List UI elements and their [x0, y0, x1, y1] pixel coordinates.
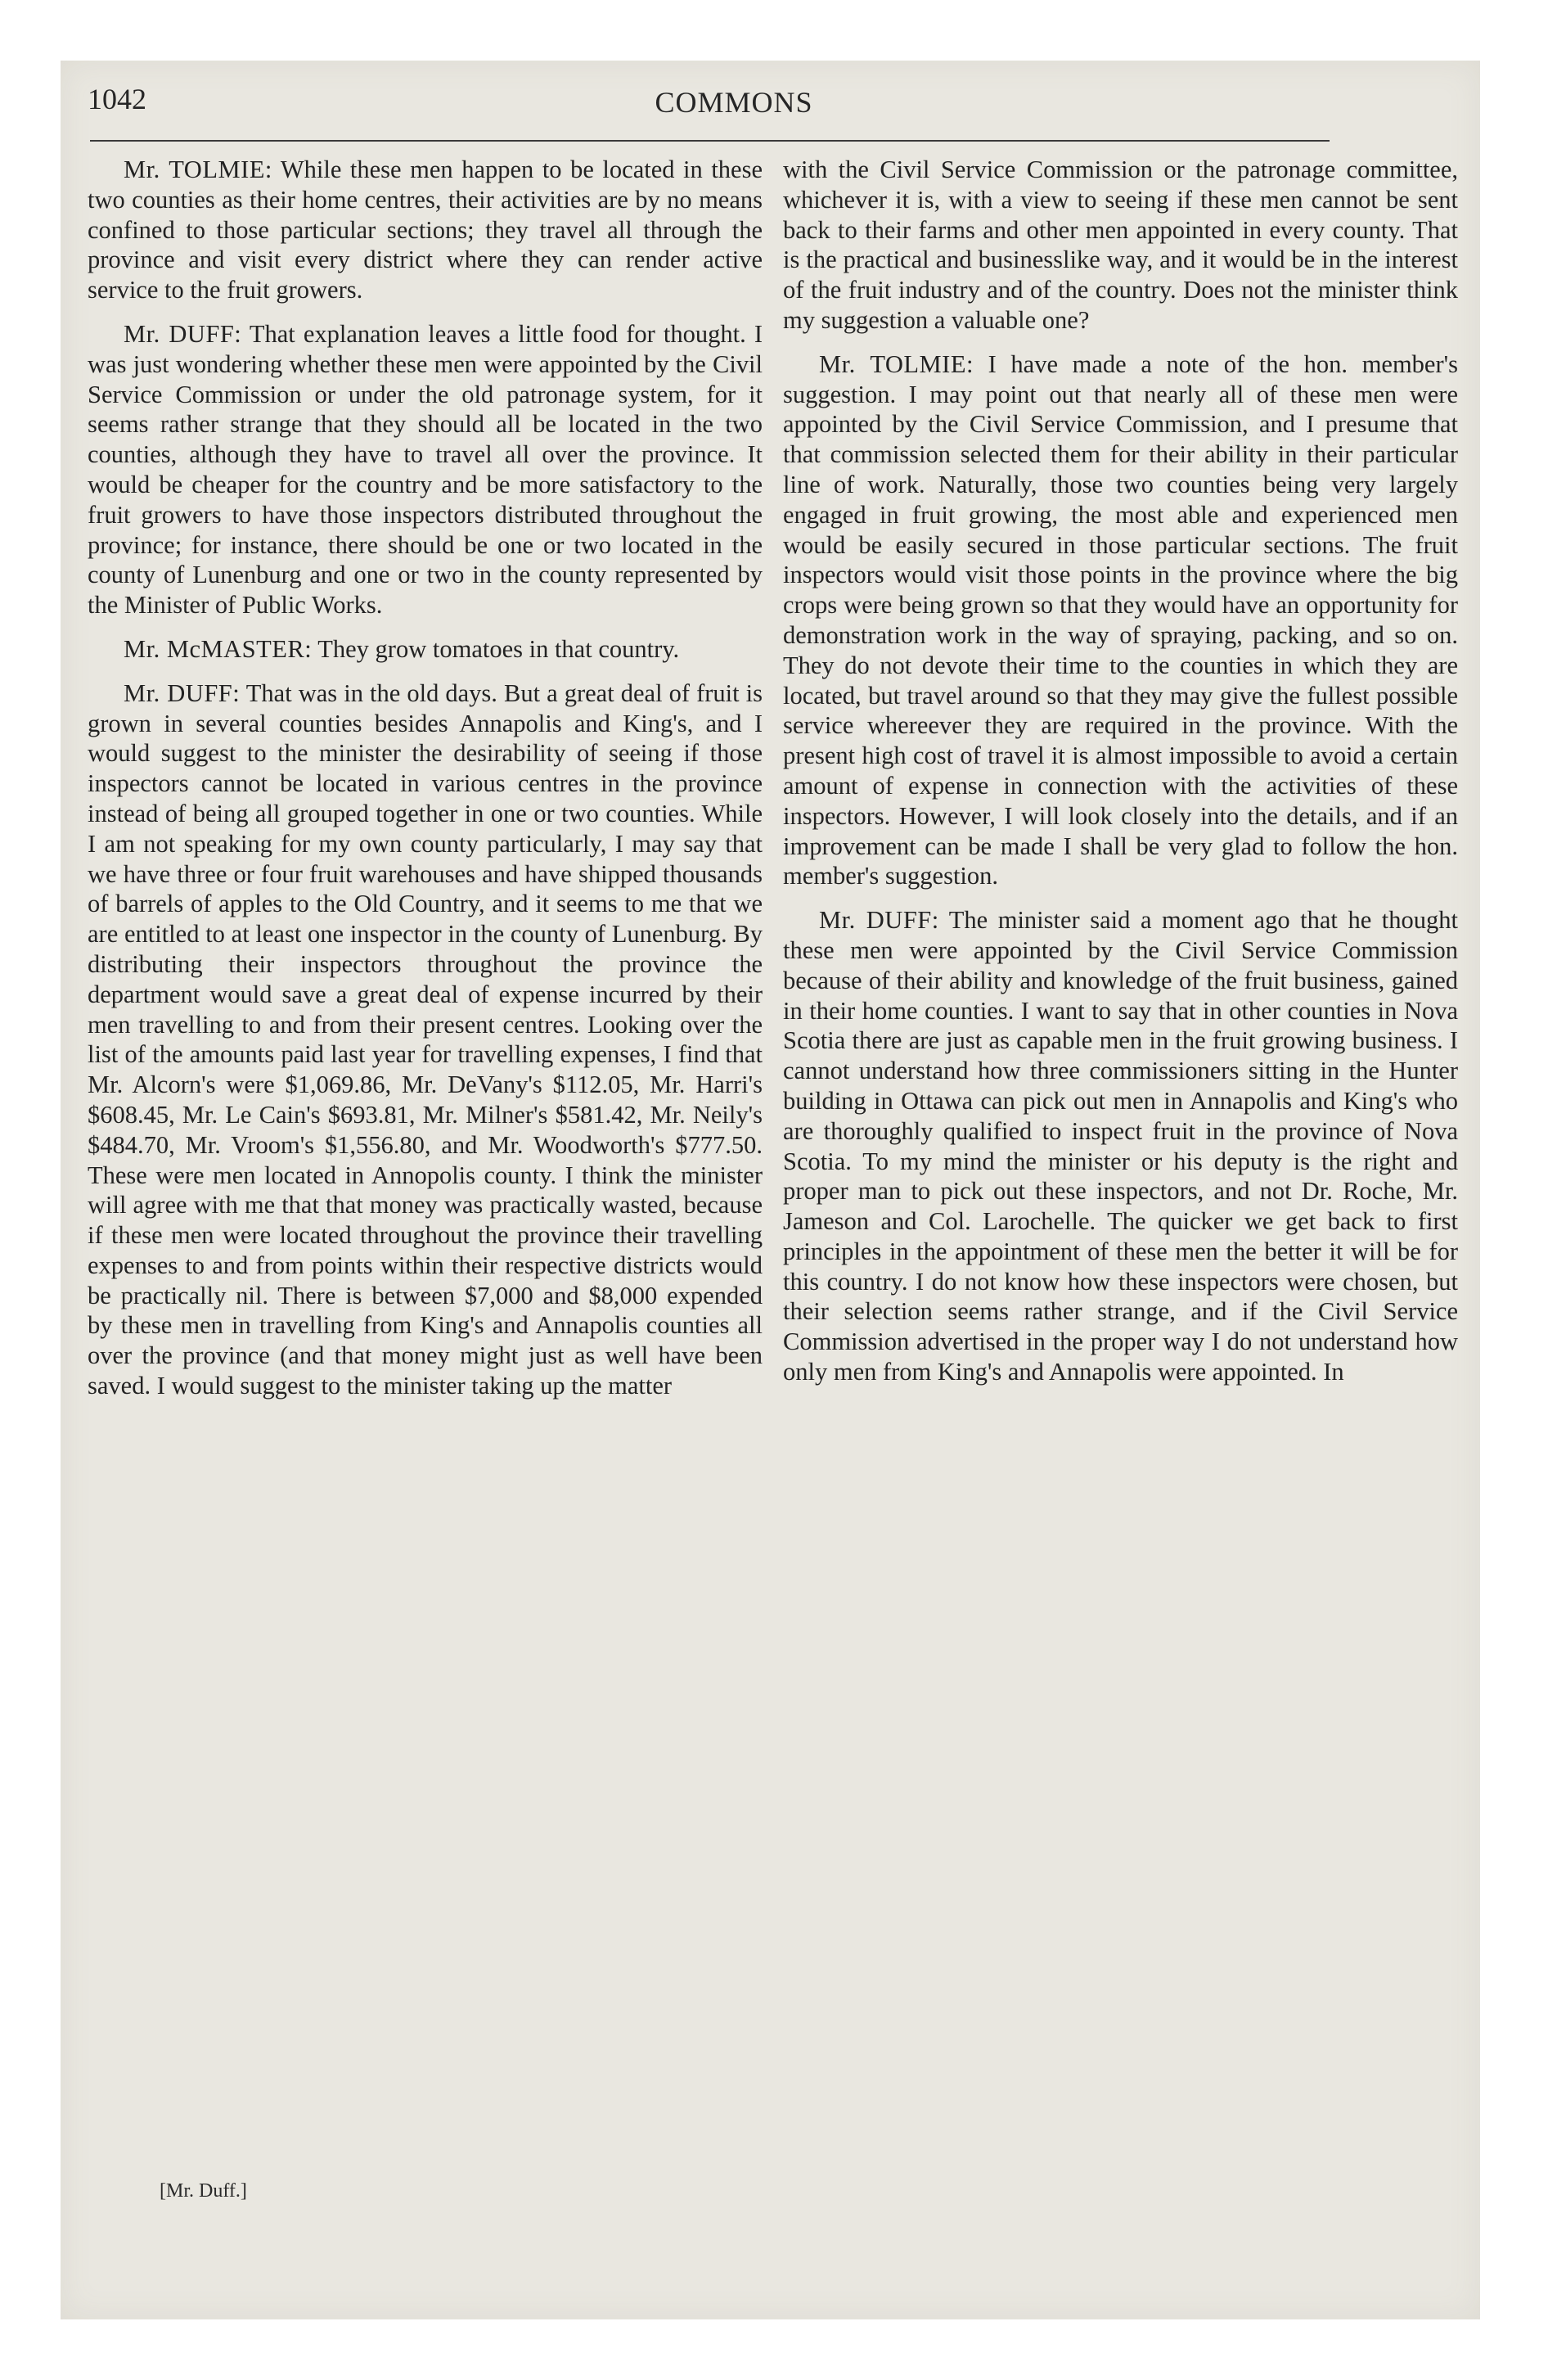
paragraph-text: That explanation leaves a little food for thought. I was just wondering whether these men were appointed by the Civil Service Commission or under the old patronage system, for it seems rather strange that they should all be located in the two counties, although they have to travel all over the province. It would be cheaper for the country and be more satisfactory to the fruit growers to have those inspectors distributed throughout the province; for instance, there should be one or two located in the county of Lunenburg and one or two in the county represented by the Minister of Public Works.: [88, 319, 763, 620]
paragraph-continuation: [783, 155, 1458, 336]
paragraph-text: While these men happen to be located in these two counties as their home centres, their activities are by no means confined to those particular sections; they travel all through the province and visit every district where they can render active service to the fruit growers.: [88, 156, 763, 304]
speaker-name: Mr. DUFF:: [819, 906, 939, 935]
paragraph-text: That was in the old days. But a great deal of fruit is grown in several counties besides Annapolis and King's, and I would suggest to the minister the desirability of seeing if those inspectors cannot be located in various centres in the province instead of being all grouped together in one or two counties. While I am not speaking for my own county particularly, I may say that we have three or four fruit warehouses and have shipped thousands of barrels of apples to the Old Country, and it seems to me that we are entitled to at least one inspector in the county of Lunenburg. By distributing their inspectors throughout the province the department would save a great deal of expense incurred by their men travelling to and from their present centres. Looking over the list of the amounts paid last year for travelling expenses, I find that Mr. Alcorn's were $1,069.86, Mr. DeVany's $112.05, Mr. Harri's $608.45, Mr. Le Cain's $693.81, Mr. Milner's $581.42, Mr. Neily's $484.70, Mr. Vroom's $1,556.80, and Mr. Woodworth's $777.50. These were men located in Annopolis county. I think the minister will agree with me that that money was practically wasted, because if these men were located throughout the province their travelling expenses to and from points within their respective districts would be practically nil. There is between $7,000 and $8,000 expended by these men in travelling from King's and Annapolis counties all over the province (and that money might just as well have been saved. I would suggest to the minister taking up the matter: [88, 678, 763, 1400]
page-number: 1042: [88, 83, 146, 115]
paragraph-text: The minister said a moment ago that he thought these men were appointed by the Civil Service Commission because of their ability and knowledge of the fruit business, gained in their home counties. I want to say that in other counties in Nova Scotia there are just as capable men in the fruit growing business. I cannot understand how three commissioners sitting in the Hunter building in Ottawa can pick out men in Annapolis and King's who are thoroughly qualified to inspect fruit in the province of Nova Scotia. To my mind the minister or his deputy is the right and proper man to pick out these inspectors, and not Dr. Roche, Mr. Jameson and Col. Larochelle. The quicker we get back to first principles in the appointment of these men the better it will be for this country. I do not know how these inspectors were chosen, but their selection seems rather strange, and if the Civil Service Commission advertised in the proper way I do not understand how only men from King's and Annapolis were appointed. In: [783, 906, 1458, 1386]
paragraph-text: I have made a note of the hon. member's suggestion. I may point out that nearly all of these men were appointed by the Civil Service Commission, and I presume that that commission selected them for their ability in their particular line of work. Naturally, those two counties being very largely engaged in fruit growing, the most able and experienced men would be easily secured in those particular sections. The fruit inspectors would visit those points in the province where the big crops were being grown so that they would have an opportunity for demonstration work in the way of spraying, packing, and so on. They do not devote their time to the counties in which they are located, but travel around so that they may give the fullest possible service whereever they are required in the province. With the present high cost of travel it is almost impossible to avoid a certain amount of expense in connection with the activities of these inspectors. However, I will look closely into the details, and if an improvement can be made I shall be very glad to follow the hon. member's suggestion.: [783, 349, 1458, 890]
running-title: COMMONS: [655, 86, 813, 119]
paragraph: [783, 349, 1458, 891]
paragraph-text: with the Civil Service Commission or the patronage committee, whichever it is, with a view to seeing if these men cannot be sent back to their farms and other men appointed in every county. That is the practical and businesslike way, and it would be in the interest of the fruit industry and of the country. Does not the minister think my suggestion a valuable one?: [783, 156, 1458, 334]
left-column: [88, 155, 763, 2225]
speaker-name: Mr. TOLMIE:: [819, 349, 974, 378]
paragraph: [88, 319, 763, 620]
right-column: [783, 155, 1458, 2225]
paragraph: [88, 634, 763, 665]
speaker-name: Mr. McMASTER:: [124, 634, 313, 663]
header-rule: [90, 140, 1330, 142]
paragraph: [783, 905, 1458, 1387]
page-header: [88, 82, 1380, 128]
speaker-footnote: [Mr. Duff.]: [160, 2180, 247, 2202]
speaker-name: Mr. DUFF:: [124, 319, 242, 348]
paragraph: [88, 155, 763, 305]
speaker-name: Mr. DUFF:: [124, 678, 241, 707]
paragraph-text: They grow tomatoes in that country.: [317, 634, 680, 663]
paragraph: [88, 678, 763, 1401]
speaker-name: Mr. TOLMIE:: [124, 156, 272, 183]
